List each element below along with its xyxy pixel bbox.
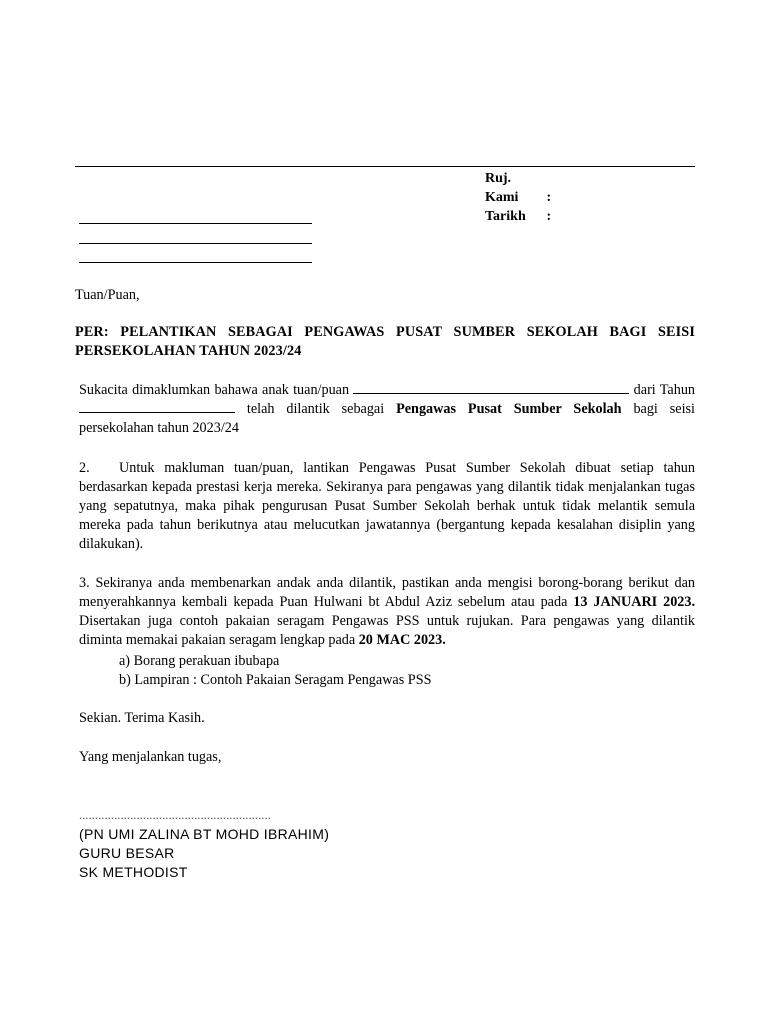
tarikh-label: Tarikh <box>485 209 526 224</box>
sign-off: Yang menjalankan tugas, <box>79 749 222 765</box>
para1-text-4: bagi seisi persekolahan tahun 2023/24 <box>79 401 695 436</box>
year-blank <box>79 400 235 413</box>
para3-text-2: Disertakan juga contoh pakaian seragam Pengawas PSS untuk rujukan. Para pengawas yang dilantik diminta memakai pakaian seragam lengkap pada <box>79 613 695 648</box>
signatory-school: SK METHODIST <box>79 864 188 880</box>
para1-text-3: telah dilantik sebagai <box>246 401 385 417</box>
signatory-name: (PN UMI ZALINA BT MOHD IBRAHIM) <box>79 826 330 842</box>
paragraph-2 <box>79 459 695 554</box>
letterhead-rule <box>75 166 695 167</box>
para1-bold-role: Pengawas Pusat Sumber Sekolah <box>396 401 622 417</box>
ruj-kami-label: Ruj. Kami <box>485 171 519 205</box>
signatory-title: GURU BESAR <box>79 845 175 861</box>
address-line-1 <box>79 223 312 224</box>
reference-block <box>485 169 551 226</box>
signature-dots: ............................................................ <box>79 808 271 822</box>
signatory-block <box>79 825 329 882</box>
para3-deadline: 13 JANUARI 2023. <box>573 594 696 610</box>
para3-uniform-date: 20 MAC 2023. <box>358 632 446 648</box>
ruj-kami-colon: : <box>546 190 552 205</box>
student-name-blank <box>353 381 629 394</box>
list-item: b) Lampiran : Contoh Pakaian Seragam Pengawas PSS <box>119 672 432 688</box>
address-line-2 <box>79 243 312 244</box>
salutation: Tuan/Puan, <box>75 287 140 303</box>
para2-number: 2. <box>79 460 90 476</box>
list-item: a) Borang perakuan ibubapa <box>119 653 280 669</box>
ruj-kami-line <box>485 169 551 207</box>
tarikh-colon: : <box>546 209 552 224</box>
address-line-3 <box>79 262 312 263</box>
paragraph-3 <box>79 574 695 650</box>
tarikh-line <box>485 207 551 226</box>
para2-text: Untuk makluman tuan/puan, lantikan Pengawas Pusat Sumber Sekolah dibuat setiap tahun berdasarkan kepada prestasi kerja mereka. Sekiranya para pengawas yang dilantik tidak menjalankan tugas yang sepatutnya, maka pihak pengurusan Pusat Sumber Sekolah berhak untuk tidak melantik semula mereka pada tahun berikutnya atau melucutkan jawatannya (bergantung kepada kesalahan disiplin yang dilakukan). <box>79 460 695 552</box>
para3-text-1: 3. Sekiranya anda membenarkan andak anda dilantik, pastikan anda mengisi borong-borang berikut dan menyerahkannya kembali kepada Puan Hulwani bt Abdul Aziz sebelum atau pada <box>79 575 695 610</box>
paragraph-1 <box>79 381 695 438</box>
subject-heading: PER: PELANTIKAN SEBAGAI PENGAWAS PUSAT SUMBER SEKOLAH BAGI SEISI PERSEKOLAHAN TAHUN 2023/24 <box>75 324 695 359</box>
para1-text-1: Sukacita dimaklumkan bahawa anak tuan/puan <box>79 382 350 398</box>
closing-line: Sekian. Terima Kasih. <box>79 710 205 726</box>
para1-text-2: dari Tahun <box>633 382 696 398</box>
